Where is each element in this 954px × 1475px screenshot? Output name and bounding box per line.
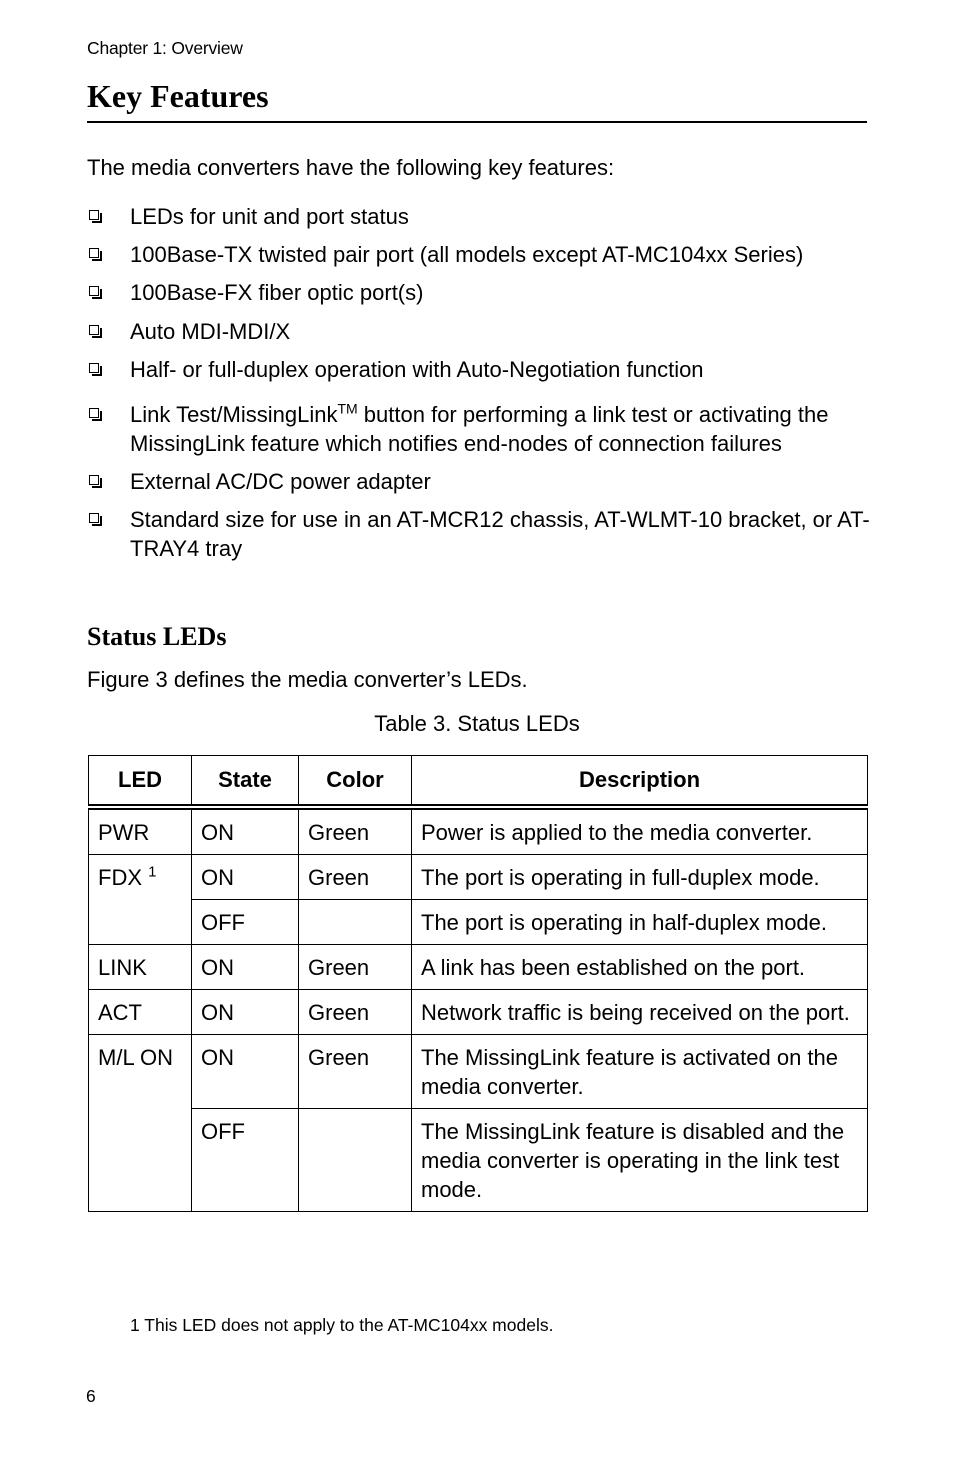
color-cell: Green (299, 807, 412, 855)
led-cell: FDX $^1$ (89, 855, 192, 945)
state-cell: ON (192, 1035, 299, 1109)
led-cell: M/L ON (89, 1035, 192, 1212)
led-cell: LINK (89, 945, 192, 990)
led-cell: PWR (89, 807, 192, 855)
table-row (89, 1109, 868, 1212)
color-cell (299, 1109, 412, 1212)
table-caption: Table 3. Status LEDs (374, 711, 580, 736)
checkbox-bullet-icon (89, 363, 102, 376)
column-header: Description (412, 756, 868, 808)
table-header-row (89, 756, 868, 808)
color-cell: Green (299, 945, 412, 990)
list-item: Standard size for use in an AT-MCR12 chassis, AT-WLMT-10 bracket, or AT-TRAY4 tray (87, 505, 877, 563)
list-item: Link Test/MissingLink™ button for performing a link test or activating the MissingLink feature which notifies end-nodes of connection failures (87, 400, 877, 458)
footnote-marker: 1 (148, 863, 157, 881)
feature-list (87, 202, 877, 563)
color-cell: Green (299, 855, 412, 900)
status-leds-table (88, 755, 868, 1212)
list-item: External AC/DC power adapter (87, 467, 877, 496)
section-paragraph: Figure 3 defines the media converter’s LEDs. (87, 667, 528, 692)
column-header: LED (89, 756, 192, 808)
list-item: 100Base-TX twisted pair port (all models except AT-MC104xx Series) (87, 240, 877, 269)
column-header: Color (299, 756, 412, 808)
column-header: State (192, 756, 299, 808)
state-cell: ON (192, 855, 299, 900)
checkbox-bullet-icon (89, 210, 102, 223)
checkbox-bullet-icon (89, 286, 102, 299)
checkbox-bullet-icon (89, 475, 102, 488)
list-item: Half- or full-duplex operation with Auto-Negotiation function (87, 355, 877, 384)
state-cell: OFF (192, 900, 299, 945)
description-cell: Power is applied to the media converter. (412, 807, 868, 855)
list-item: Auto MDI-MDI/X (87, 317, 877, 346)
table-row (89, 900, 868, 945)
color-cell: Green (299, 1035, 412, 1109)
table-footnote: 1 This LED does not apply to the AT-MC104xx models. (130, 1315, 554, 1335)
title-rule (87, 121, 867, 123)
page-number: 6 (86, 1386, 96, 1406)
page-title: Key Features (87, 78, 269, 114)
table-row (89, 1035, 868, 1109)
table-row (89, 945, 868, 990)
color-cell (299, 900, 412, 945)
checkbox-bullet-icon (89, 325, 102, 338)
list-item: LEDs for unit and port status (87, 202, 877, 231)
intro-text: The media converters have the following key features: (87, 155, 615, 180)
state-cell: ON (192, 990, 299, 1035)
section-heading: Status LEDs (87, 622, 227, 651)
table-row (89, 807, 868, 855)
chapter-header: Chapter 1: Overview (87, 38, 243, 58)
table-row (89, 990, 868, 1035)
checkbox-bullet-icon (89, 408, 102, 421)
description-cell: The port is operating in half-duplex mode. (412, 900, 868, 945)
state-cell: ON (192, 807, 299, 855)
table-row (89, 855, 868, 900)
checkbox-bullet-icon (89, 248, 102, 261)
description-cell: The MissingLink feature is activated on the media converter. (412, 1035, 868, 1109)
led-cell: ACT (89, 990, 192, 1035)
description-cell: A link has been established on the port. (412, 945, 868, 990)
description-cell: The MissingLink feature is disabled and the media converter is operating in the link test mode. (412, 1109, 868, 1212)
description-cell: The port is operating in full-duplex mode. (412, 855, 868, 900)
state-cell: ON (192, 945, 299, 990)
list-item: 100Base-FX fiber optic port(s) (87, 278, 877, 307)
description-cell: Network traffic is being received on the port. (412, 990, 868, 1035)
state-cell: OFF (192, 1109, 299, 1212)
checkbox-bullet-icon (89, 513, 102, 526)
color-cell: Green (299, 990, 412, 1035)
